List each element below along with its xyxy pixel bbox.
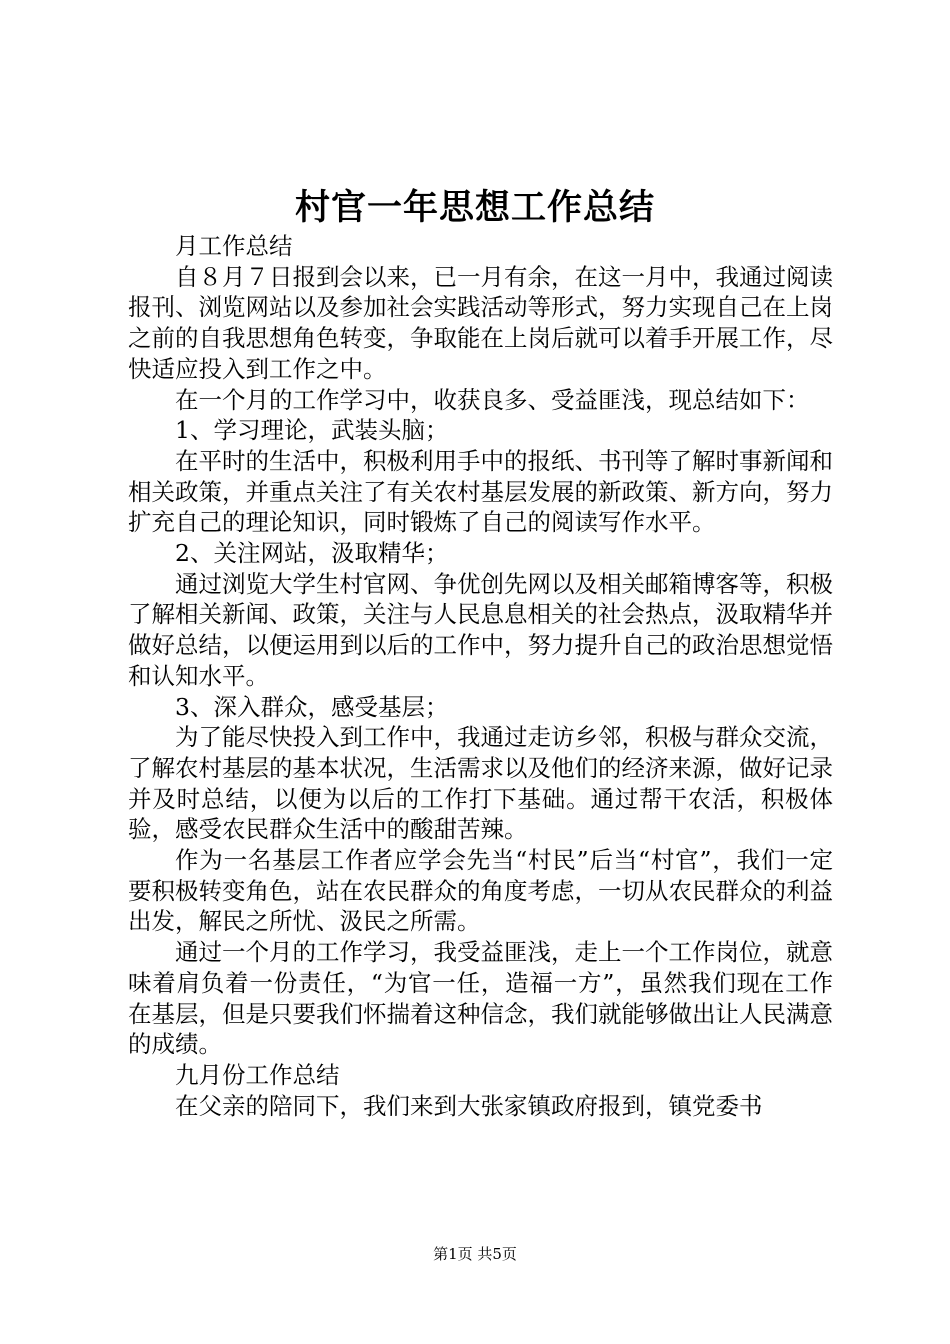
document-title: 村官一年思想工作总结 bbox=[294, 188, 655, 228]
section-heading: 1、学习理论，武装头脑； bbox=[175, 416, 449, 445]
paragraph: 九月份工作总结 bbox=[175, 1060, 340, 1089]
document-body bbox=[128, 231, 833, 1121]
paragraph: 通过一个月的工作学习，我受益匪浅，走上一个工作岗位，就意味着肩负着一份责任，“为官一任，造福一方”，虽然我们现在工作在基层，但是只要我们怀揣着这种信念，我们就能够做出让人民满意的成绩。 bbox=[128, 938, 833, 1059]
paragraph: 为了能尽快投入到工作中，我通过走访乡邻，积极与群众交流，了解农村基层的基本状况，生活需求以及他们的经济来源，做好记录并及时总结，以便为以后的工作打下基础。通过帮干农活，积极体验，感受农民群众生活中的酸甜苦辣。 bbox=[128, 723, 833, 844]
paragraph: 在父亲的陪同下，我们来到大张家镇政府报到，镇党委书 bbox=[175, 1091, 763, 1120]
paragraph: 月工作总结 bbox=[175, 232, 293, 260]
paragraph: 作为一名基层工作者应学会先当“村民”后当“村官”，我们一定要积极转变角色，站在农民群众的角度考虑，一切从农民群众的利益出发，解民之所忧、汲民之所需。 bbox=[128, 846, 833, 936]
paragraph: 在平时的生活中，积极利用手中的报纸、书刊等了解时事新闻和相关政策，并重点关注了有关农村基层发展的新政策、新方向，努力扩充自己的理论知识，同时锻炼了自己的阅读写作水平。 bbox=[128, 446, 833, 537]
page-number-footer: 第1页 共5页 bbox=[433, 1245, 517, 1263]
paragraph: 通过浏览大学生村官网、争优创先网以及相关邮箱博客等，积极了解相关新闻、政策，关注与人民息息相关的社会热点，汲取精华并做好总结，以便运用到以后的工作中，努力提升自己的政治思想觉悟和认知水平。 bbox=[128, 569, 833, 690]
paragraph: 在一个月的工作学习中，收获良多、受益匪浅，现总结如下： bbox=[175, 385, 810, 414]
section-heading: 3、深入群众，感受基层； bbox=[175, 692, 449, 721]
paragraph: 自８月７日报到会以来，已一月有余，在这一月中，我通过阅读报刊、浏览网站以及参加社会实践活动等形式，努力实现自己在上岗之前的自我思想角色转变，争取能在上岗后就可以着手开展工作，尽快适应投入到工作之中。 bbox=[128, 262, 833, 383]
section-heading: 2、关注网站，汲取精华； bbox=[175, 539, 449, 568]
